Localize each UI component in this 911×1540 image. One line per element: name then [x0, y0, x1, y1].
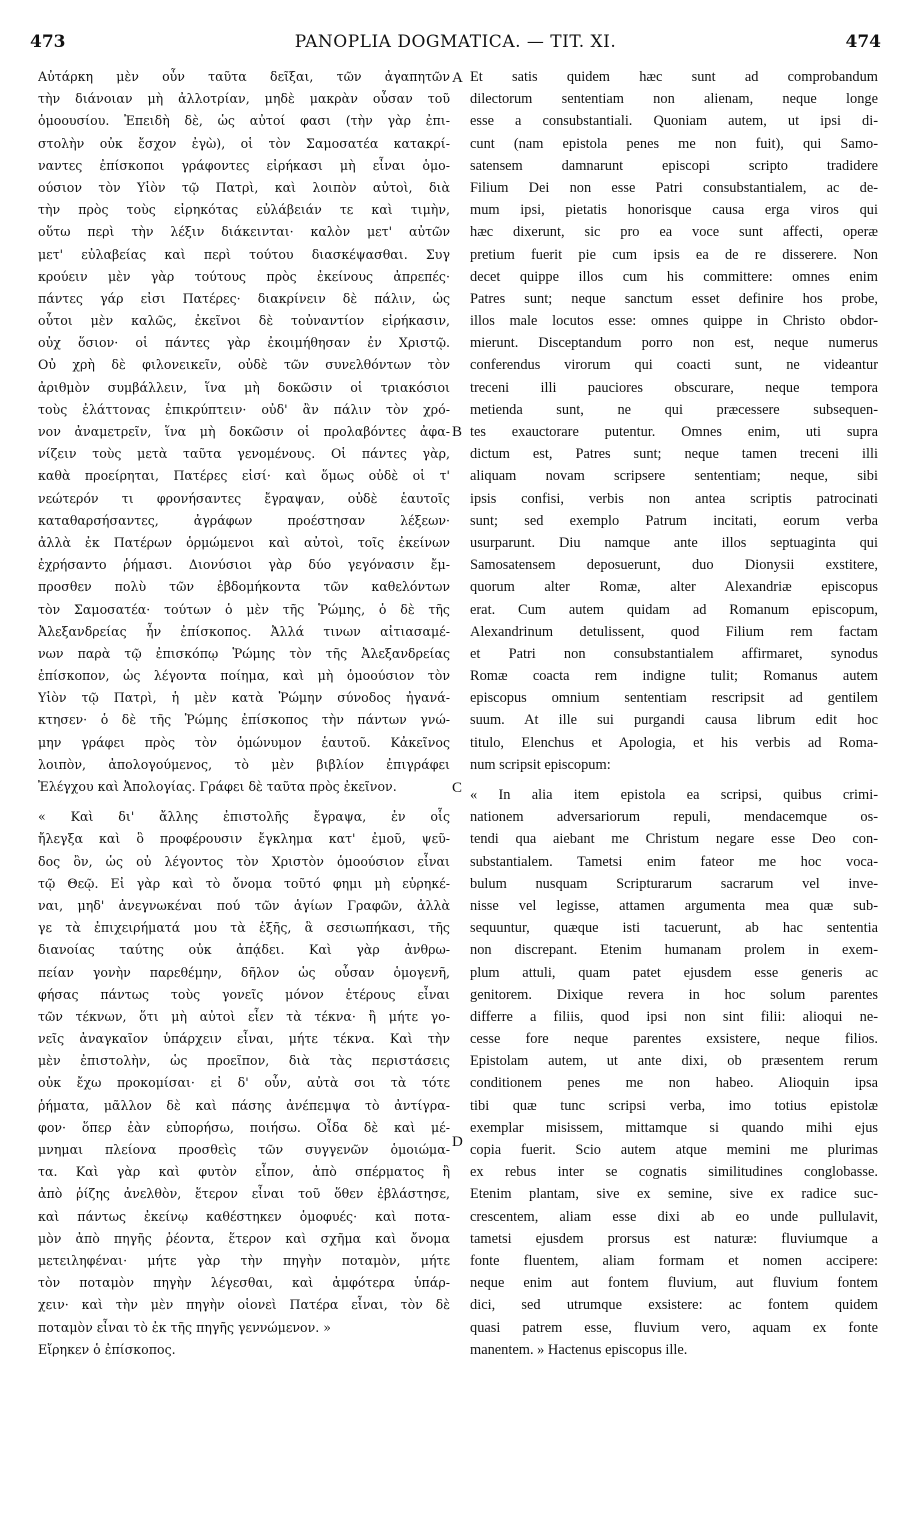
page-number-right: 474: [845, 32, 881, 52]
latin-text-line: ipsis confisi, verbis non antea scriptis patrocinati: [470, 490, 878, 507]
latin-text-line: dilectorum sententiam non alienam, neque longe: [470, 91, 878, 108]
greek-text-line: κρούειν μὲν γὰρ τούτους πρὸς ἐκείνους ἀπρεπές·: [38, 268, 450, 284]
greek-text-line: Ἀλεξανδρείας ἦν ἐπίσκοπος. Ἀλλά τινων αἰτιασαμέ-: [38, 623, 450, 639]
greek-text-line: μετ' εὐλαβείας καὶ περὶ τούτου διασκέψασθαι. Συγ: [38, 246, 450, 262]
greek-text-line: Αὐτάρκη μὲν οὖν ταῦτα δεῖξαι, τῶν ἀγαπητῶν: [38, 69, 450, 84]
greek-text-line: φον· ὅπερ ἐὰν εὐπορήσω, ποιήσω. Οἶδα δὲ καὶ μέ-: [38, 1119, 450, 1135]
latin-text-line: nisse vel legisse, attamen argumenta mea quæ sub-: [470, 897, 878, 914]
greek-text-line: ἐπίσκοπον, ὡς λέγοντα ποίημα, καὶ μὴ ὁμοούσιον τὸν: [38, 668, 450, 684]
latin-text-line: et Patri non consubstantialem affirmaret, synodus: [470, 645, 878, 662]
latin-text-line: episcopus omnium sententiam rescripsit ad gentilem: [470, 690, 878, 707]
greek-text-line: οὐχ ὅσιον· οἱ πάντες γὰρ ἐκοιμήθησαν ἐν Χριστῷ.: [38, 335, 450, 351]
latin-text-line: cesse fore neque parentes exsistere, neque filios.: [470, 1031, 878, 1048]
greek-text-line: νεώτερόν τι φρονήσαντες ἔγραψαν, οὐδὲ ἑαυτοῖς: [38, 490, 450, 506]
greek-text-line: τὴν πρὸς τοὺς εἰρηκότας εὐλάβειάν τε καὶ τιμὴν,: [38, 202, 450, 218]
latin-text-line: sequuntur, quæque isti tacuerunt, ab hac sententia: [470, 920, 878, 937]
greek-column: [38, 66, 450, 1361]
margin-marker-d: D: [452, 1134, 463, 1150]
latin-text-line: decet quippe illos cum his committere: omnes enim: [470, 268, 878, 285]
latin-text-line: treceni illi pauciores obscurare, neque tempora: [470, 379, 878, 396]
latin-text-line: exemplar misissem, mittamque si quando mihi ejus: [470, 1119, 878, 1136]
greek-text-line: στολὴν οὐκ ἔσχον ἐγὼ), οἱ τὸν Σαμοσατέα κατακρί-: [38, 135, 450, 151]
page-number-left: 473: [30, 32, 66, 52]
greek-text-line: τὸν Σαμοσατέα· τούτων ὁ μὲν τῆς Ῥώμης, ὁ δὲ τῆς: [38, 601, 450, 617]
greek-text-line: μὲν ἐπιστολὴν, ὡς προεῖπον, διὰ τὰς περιστάσεις: [38, 1053, 450, 1069]
greek-text-line: ῥήματα, μᾶλλον δὲ καὶ πάσης ἀνέπεμψα τὸ ἀντίγρα-: [38, 1097, 450, 1113]
latin-text-line: bulum nusquam Scripturarum sacrarum vel inve-: [470, 875, 878, 892]
greek-text-line: κτησεν· ὁ δὲ τῆς Ῥώμης ἐπίσκοπος τὴν πάντων γνώ-: [38, 712, 450, 728]
latin-text-line: quorum alter Romæ, alter Alexandriæ episcopus: [470, 579, 878, 596]
latin-text-line: Et satis quidem hæc sunt ad comprobandum: [470, 69, 878, 85]
greek-text-line: καταθαρσήσαντες, ἀγράφων προέστησαν λέξεων·: [38, 512, 450, 528]
latin-text-line: mum ipsi, pietatis honorisque causa erga viros qui: [470, 202, 878, 219]
greek-text-line: νεῖς ἀναγκαῖον ὑπάρχειν εἶναι, μήτε τέκνα. Καὶ τὴν: [38, 1031, 450, 1047]
latin-text-line: usurparunt. Diu namque ante illos septuaginta qui: [470, 534, 878, 551]
greek-text-line: τοὺς ἐλάττονας ἐπικρύπτειν· οὐδ' ἂν πάλιν τὸν χρό-: [38, 401, 450, 417]
greek-text-line: ἀπὸ ῥίζης ἀνελθὸν, ἕτερον εἶναι τοῦ ὅθεν ἐβλάστησε,: [38, 1186, 450, 1202]
greek-text-line: γε τὰ ἐπιχειρήματά μου τὰ ἑξῆς, ἃ σεσιωπήκασι, τῆς: [38, 920, 450, 936]
latin-text-line: « In alia item epistola ea scripsi, quibus crimi-: [470, 787, 878, 803]
greek-text-line: πείαν γονὴν παρεθέμην, δῆλον ὡς οὖσαν ὁμογενῆ,: [38, 964, 450, 980]
latin-text-line: conferendus virorum qui coacti sunt, ne videantur: [470, 357, 878, 374]
greek-text-line: ὁμοουσίου. Ἐπειδὴ δὲ, ὡς αὐτοί φασι (τὴν γὰρ ἐπι-: [38, 113, 450, 129]
latin-text-line: fonte fluentem, aliam formam et nomen accipere:: [470, 1252, 878, 1269]
latin-text-line: tes exauctorare putentur. Omnes enim, uti supra: [470, 424, 878, 440]
greek-text-line: τα. Καὶ γὰρ καὶ φυτὸν εἶπον, ἀπὸ σπέρματος ἢ: [38, 1164, 450, 1180]
latin-text-line: sunt; sed exemplo Patrum incitati, eorum verba: [470, 512, 878, 529]
greek-text-line: φήσας πάντως τοὺς γονεῖς μόνον ἑτέρους εἶναι: [38, 986, 450, 1002]
latin-text-line: cunt (nam epistola penes me non fuit), qui Samo-: [470, 135, 878, 152]
greek-text-line: καὶ πάντως ἐκείνῳ καθέστηκεν ὁμοφυές· καὶ ποτα-: [38, 1208, 450, 1224]
latin-text-line: crescentem, aliam esse dixi ab eo unde pullulavit,: [470, 1208, 878, 1225]
greek-text-line: μὸν ἀπὸ πηγῆς ῥέοντα, ἕτερον καὶ σχῆμα καὶ ὄνομα: [38, 1230, 450, 1246]
latin-text-line: Patres sunt; neque sanctum esset definire hos probe,: [470, 290, 878, 307]
latin-text-line: tibi quæ tunc scripsi verba, imo totius epistolæ: [470, 1097, 878, 1114]
greek-text-line: ναι, μηδ' ἀνεγνωκέναι πού τῶν ἁγίων Γραφῶν, ἀλλὰ: [38, 897, 450, 913]
running-title: PANOPLIA DOGMATICA. — TIT. XI.: [294, 32, 617, 52]
greek-text-line: οὗτοι μὲν καλῶς, ἐκεῖνοι δὲ τοὐναντίον εἰρήκασιν,: [38, 313, 450, 329]
greek-text-line: καθὰ προείρηται, Πατέρες εἰσί· καὶ ὅμως οὐδὲ οἱ τ': [38, 468, 450, 484]
margin-marker-a: A: [452, 70, 463, 86]
latin-text-line: substantialem. Tametsi enim fateor me hoc voca-: [470, 853, 878, 870]
greek-text-line: μην γράφει πρὸς τὸν ὁμώνυμον ἑαυτοῦ. Κἀκεῖνος: [38, 734, 450, 750]
greek-text-line: Εἴρηκεν ὁ ἐπίσκοπος.: [38, 1341, 176, 1357]
latin-text-line: tendi qua aiebant me Christum negare esse Deo con-: [470, 831, 878, 848]
latin-text-line: dici, sed utrumque exsistere: ac fontem quidem: [470, 1297, 878, 1314]
greek-text-line: τὴν διάνοιαν μὴ ἀλλοτρίαν, μηδὲ μακρὰν οὖσαν τοῦ: [38, 91, 450, 107]
latin-text-line: Epistolam autem, ut ante dixi, ob præsentem rerum: [470, 1053, 878, 1070]
greek-text-line: τῶν τέκνων, ὅτι μὴ αὐτοὶ εἶεν τὰ τέκνα· ἢ μήτε γο-: [38, 1008, 450, 1024]
greek-text-line: μετειληφέναι· μήτε γὰρ τὴν πηγὴν ποταμὸν, μήτε: [38, 1252, 450, 1268]
greek-text-line: Οὐ χρὴ δὲ φιλονεικεῖν, οὐδὲ τῶν συνελθόντων τὸν: [38, 357, 450, 373]
latin-text-line: Etenim plantam, sive ex semine, sive ex radice suc-: [470, 1186, 878, 1203]
latin-text-line: suum. At ille sui purgandi causa librum edit hoc: [470, 712, 878, 729]
greek-text-line: οὕτω περὶ τὴν λέξιν διάκεινται· καλὸν μετ' αὐτῶν: [38, 224, 450, 240]
latin-text-line: Romæ coacta rem indigne tulit; Romanus autem: [470, 668, 878, 685]
latin-text-line: num scripsit episcopum:: [470, 756, 611, 773]
latin-text-line: illos male locutos esse: omnes quippe in Christo obdor-: [470, 313, 878, 330]
latin-text-line: neque enim aut fontem fluvium, aut fluvium fontem: [470, 1275, 878, 1292]
latin-text-line: manentem. » Hactenus episcopus ille.: [470, 1341, 688, 1358]
latin-text-line: Alexandrinum detulissent, quod Filium rem factam: [470, 623, 878, 640]
latin-text-line: quasi patrem esse, fluvium vero, aquam ex fonte: [470, 1319, 878, 1336]
greek-text-line: ούσιον τὸν Υἱὸν τῷ Πατρὶ, καὶ λοιπὸν αὐτοὶ, διὰ: [38, 179, 450, 195]
greek-text-line: νον ἀναμετρεῖν, ἵνα μὴ δοκῶσιν οἱ προλαβόντες ἀφα-: [38, 424, 450, 439]
greek-text-line: ποταμὸν εἶναι τὸ ἐκ τῆς πηγῆς γεννώμενον. »: [38, 1319, 331, 1335]
margin-marker-c: C: [452, 780, 463, 796]
latin-text-line: Filium Dei non esse Patri consubstantialem, ac de-: [470, 179, 878, 196]
latin-column: [470, 66, 878, 1361]
greek-text-line: πάντες γάρ εἰσι Πατέρες· διακρίνειν δὲ πάλιν, ὡς: [38, 290, 450, 306]
latin-text-line: tametsi ejusdem prorsus est naturæ: fluviumque a: [470, 1230, 878, 1247]
latin-text-line: pretium fuerit pie cum ipsis ea de re disserere. Non: [470, 246, 878, 263]
greek-text-line: προσθεν πολὺ τῶν ἑβδομήκοντα τῶν καθελόντων: [38, 579, 450, 595]
greek-text-line: Υἱὸν τῷ Πατρὶ, ἡ μὲν κατὰ Ῥώμην σύνοδος ἠγανά-: [38, 690, 450, 706]
greek-text-line: τῷ Θεῷ. Εἰ γὰρ καὶ τὸ ὄνομα τοῦτό φημι μὴ εὑρηκέ-: [38, 875, 450, 891]
greek-text-line: διανοίας ταύτης οὐκ ἀπᾴδει. Καὶ γὰρ ἀνθρω-: [38, 942, 450, 958]
margin-marker-b: B: [452, 424, 463, 440]
latin-text-line: dictum est, Patres sunt; neque tamen treceni illi: [470, 446, 878, 463]
latin-text-line: nationem adversariorum repuli, mendacemque os-: [470, 809, 878, 826]
latin-text-line: mierunt. Disceptandum porro non est, neque numerus: [470, 335, 878, 352]
greek-text-line: ἀριθμὸν συμβάλλειν, ἵνα μὴ δοκῶσιν οἱ τριακόσιοι: [38, 379, 450, 395]
latin-text-line: hæc dixerunt, sic pro ea voce sunt affecti, operæ: [470, 224, 878, 241]
latin-text-line: esse a consubstantiali. Quoniam autem, ut ipsi di-: [470, 113, 878, 130]
latin-text-line: genitorem. Dixique revera in hoc solum parentes: [470, 986, 878, 1003]
latin-text-line: Samosatensem deposuerunt, duo Dionysii exstitere,: [470, 557, 878, 574]
greek-text-line: νίζειν τοὺς μετὰ ταῦτα γενομένους. Οἱ πάντες γὰρ,: [38, 446, 450, 462]
latin-text-line: copia fuerit. Scio autem atque memini me plurimas: [470, 1142, 878, 1158]
latin-text-line: ex rebus inter se cognatis similitudines conglobasse.: [470, 1164, 878, 1181]
greek-text-line: ἀλλὰ ἐκ Πατέρων ὁρμώμενοι καὶ αὐτοὶ, τοῖς ἐκείνων: [38, 534, 450, 550]
page-header: [30, 32, 881, 56]
greek-text-line: ναντες ἐπίσκοποι γράφοντες εἰρήκασι μὴ εἶναι ὁμο-: [38, 157, 450, 173]
greek-text-line: νων παρὰ τῷ ἐπισκόπῳ Ῥώμης τὸν τῆς Ἀλεξανδρείας: [38, 645, 450, 661]
latin-text-line: erat. Cum autem quidam ad Romanum episcopum,: [470, 601, 878, 618]
greek-text-line: Ἐλέγχου καὶ Ἀπολογίας. Γράφει δὲ ταῦτα πρὸς ἐκεῖνον.: [38, 779, 397, 794]
latin-text-line: non discrepant. Etenim humanam prolem in exem-: [470, 942, 878, 959]
latin-text-line: plum attuli, quam patet ejusdem esse generis ac: [470, 964, 878, 981]
latin-text-line: metienda sunt, ne qui præcessere subsequen-: [470, 401, 878, 418]
latin-text-line: aliquam novam scripsere sententiam; neque, sibi: [470, 468, 878, 485]
latin-text-line: titulo, Elenchus et Apologia, et his verbis ad Roma-: [470, 734, 878, 751]
greek-text-line: δος ὂν, ὡς οὐ λέγοντος τὸν Χριστὸν ὁμοούσιον εἶναι: [38, 853, 450, 869]
greek-text-line: « Καὶ δι' ἄλλης ἐπιστολῆς ἔγραψα, ἐν οἷς: [38, 809, 450, 825]
greek-text-line: λοιπὸν, ἀπολογούμενος, τὸ μὲν βιβλίον ἐπιγράφει: [38, 756, 450, 772]
greek-text-line: ἐχρήσαντο ῥήμασι. Διονύσιοι γὰρ δύο γεγόνασιν ἔμ-: [38, 557, 450, 573]
greek-text-line: ἤλεγξα καὶ ὃ προφέρουσιν ἔγκλημα κατ' ἐμοῦ, ψεῦ-: [38, 831, 450, 847]
latin-text-line: satensem damnarunt episcopi scripto tradidere: [470, 157, 878, 174]
greek-text-line: οὐκ ἔχω προκομίσαι· εἰ δ' οὖν, αὐτὰ σοι τὰ τότε: [38, 1075, 450, 1091]
greek-text-line: τὸν ποταμὸν πηγὴν λέγεσθαι, καὶ ἀμφότερα ὑπάρ-: [38, 1275, 450, 1291]
greek-text-line: μνημαι πλείονα προσθεὶς τῶν συγγενῶν ὁμοιώμα-: [38, 1142, 450, 1157]
greek-text-line: χειν· καὶ τὴν μὲν πηγὴν οἱονεὶ Πατέρα εἶναι, τὸν δὲ: [38, 1297, 450, 1313]
latin-text-line: conditionem penes me non habeo. Alioquin ipsa: [470, 1075, 878, 1092]
latin-text-line: differre a filiis, quod ipsi non sint filii: alioqui ne-: [470, 1008, 878, 1025]
